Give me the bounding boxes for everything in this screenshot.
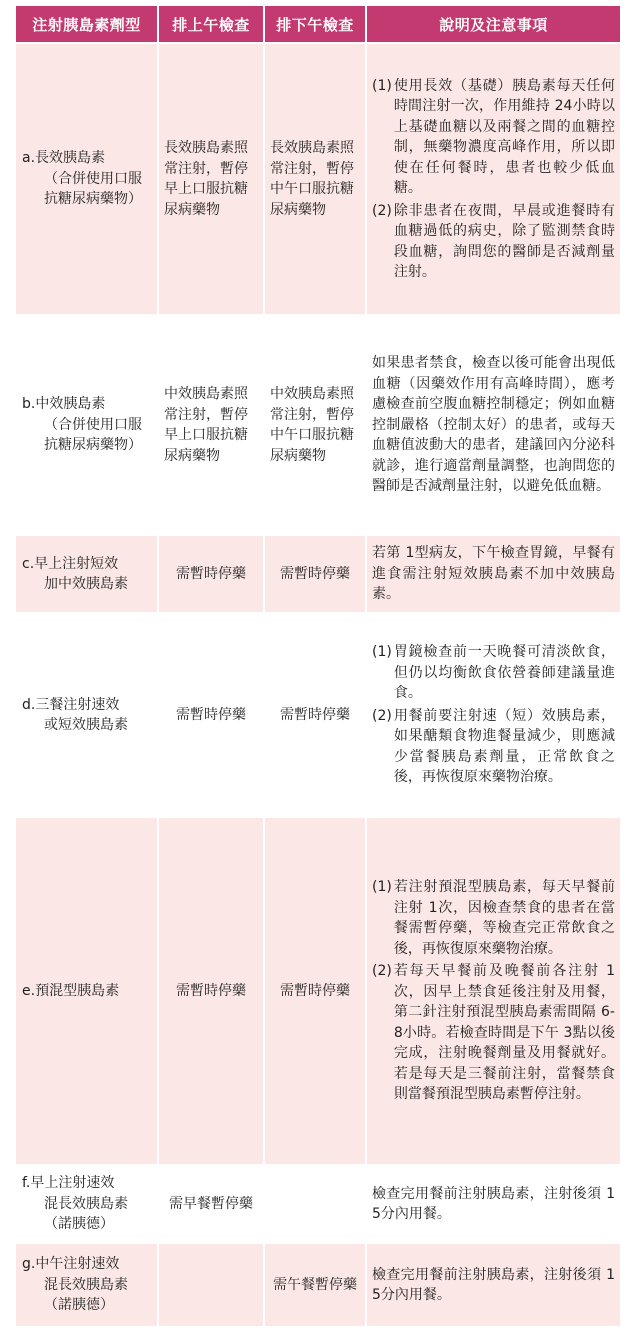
notes-cell <box>367 44 620 314</box>
afternoon-cell <box>265 1166 365 1242</box>
morning-cell: 中效胰島素照常注射，暫停早上口服抗糖尿病藥物 <box>159 316 263 534</box>
header-morning-exam: 排上午檢查 <box>159 6 263 42</box>
table-row <box>16 44 620 314</box>
insulin-type-cell: b.中效胰島素 （合併使用口服抗糖尿病藥物） <box>16 316 157 534</box>
table-row <box>16 1244 620 1326</box>
morning-cell: 需暫時停藥 <box>159 818 263 1164</box>
afternoon-cell: 中效胰島素照常注射，暫停中午口服抗糖尿病藥物 <box>265 316 365 534</box>
note-item: (1) 胃鏡檢查前一天晚餐可清淡飲食，但仍以均衡飲食依營養師建議量進食。 <box>372 644 615 702</box>
notes-cell <box>367 614 620 816</box>
note-item: (1) 使用長效（基礎）胰島素每天任何時間注射一次，作用維持 24小時以上基礎血糖以及兩餐之間的血糖控制，無藥物濃度高峰作用，所以即使在任何餐時，患者也較少低血糖。 <box>372 77 615 196</box>
afternoon-cell: 需暫時停藥 <box>265 614 365 816</box>
insulin-type-cell: d.三餐注射速效 或短效胰島素 <box>16 614 157 816</box>
header-afternoon-exam: 排下午檢查 <box>265 6 365 42</box>
insulin-guidance-table <box>14 4 622 1328</box>
morning-cell <box>159 1244 263 1326</box>
header-notes: 說明及注意事項 <box>367 6 620 42</box>
insulin-type-cell: e.預混型胰島素 <box>16 818 157 1164</box>
table-row <box>16 316 620 534</box>
note-item: (2) 除非患者在夜間，早晨或進餐時有血糖過低的病史，除了監測禁食時段血糖，詢問您的醫師是否減劑量注射。 <box>372 202 615 280</box>
notes-cell: 檢查完用餐前注射胰島素，注射後須 15分內用餐。 <box>367 1166 620 1242</box>
morning-cell: 需早餐暫停藥 <box>159 1166 263 1242</box>
header-row <box>16 6 620 42</box>
morning-cell: 需暫時停藥 <box>159 614 263 816</box>
notes-cell: 若第 1型病友，下午檢查胃鏡，早餐有進食需注射短效胰島素不加中效胰島素。 <box>367 536 620 612</box>
notes-cell: 檢查完用餐前注射胰島素，注射後須 15分內用餐。 <box>367 1244 620 1326</box>
afternoon-cell: 需暫時停藥 <box>265 818 365 1164</box>
notes-cell: 如果患者禁食，檢查以後可能會出現低血糖（因藥效作用有高峰時間），應考慮檢查前空腹血糖控制穩定；例如血糖控制嚴格（控制太好）的患者，或每天血糖值波動大的患者，建議回內分泌科就診，進行適當劑量調整，也詢問您的醫師是否減劑量注射，以避免低血糖。 <box>367 316 620 534</box>
afternoon-cell: 需暫時停藥 <box>265 536 365 612</box>
note-item: (1) 若注射預混型胰島素，每天早餐前注射 1次，因檢查禁食的患者在當餐需暫停藥，等檢查完正常飲食之後，再恢復原來藥物治療。 <box>372 879 615 957</box>
note-item: (2) 用餐前要注射速（短）效胰島素，如果醣類食物進餐量減少，則應減少當餐胰島素劑量，正常飲食之後，再恢復原來藥物治療。 <box>372 707 615 786</box>
morning-cell: 長效胰島素照常注射，暫停早上口服抗糖尿病藥物 <box>159 44 263 314</box>
insulin-type-cell: c.早上注射短效 加中效胰島素 <box>16 536 157 612</box>
note-item: (2) 若每天早餐前及晚餐前各注射 1次，因早上禁食延後注射及用餐，第二針注射預混型胰島素需間隔 6-8小時。若檢查時間是下午 3點以後完成，注射晚餐劑量及用餐就好。若是每天是三餐前注射，當餐禁食則當餐預混型胰島素暫停注射。 <box>372 963 615 1103</box>
table-row <box>16 818 620 1164</box>
notes-cell <box>367 818 620 1164</box>
insulin-type-cell: g.中午注射速效 混長效胰島素（諾胰德） <box>16 1244 157 1326</box>
morning-cell: 需暫時停藥 <box>159 536 263 612</box>
insulin-type-cell: a.長效胰島素 （合併使用口服抗糖尿病藥物） <box>16 44 157 314</box>
insulin-type-cell: f.早上注射速效 混長效胰島素（諾胰德） <box>16 1166 157 1242</box>
table-row <box>16 614 620 816</box>
afternoon-cell: 長效胰島素照常注射，暫停中午口服抗糖尿病藥物 <box>265 44 365 314</box>
afternoon-cell: 需午餐暫停藥 <box>265 1244 365 1326</box>
table-row <box>16 1166 620 1242</box>
header-insulin-type: 注射胰島素劑型 <box>16 6 157 42</box>
table-row <box>16 536 620 612</box>
